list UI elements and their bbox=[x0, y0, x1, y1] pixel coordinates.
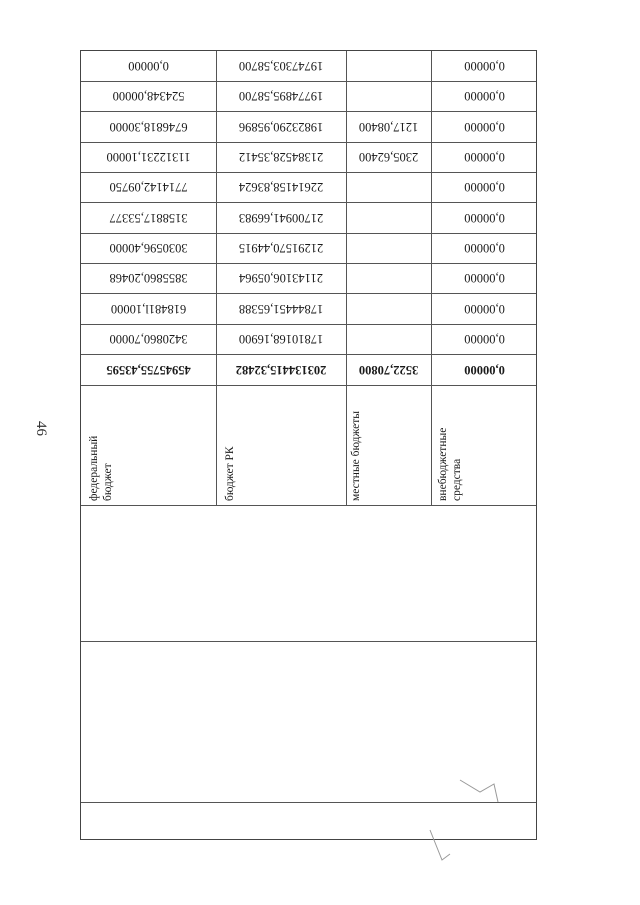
table-cell-federal: 618481l,10000 bbox=[110, 301, 187, 316]
table-cell-offbudget: 0,00000 bbox=[464, 332, 505, 346]
table-cell-offbudget: 0,00000 bbox=[464, 119, 505, 134]
table-cell-republic: 21291570,44915 bbox=[238, 241, 324, 255]
column-header-local: местные бюджеты bbox=[350, 410, 362, 501]
table-cell-federal: 3158817,53377 bbox=[109, 210, 188, 225]
table-cell-republic: 17844451,65388 bbox=[238, 301, 324, 316]
table-cell-federal: 0,00000 bbox=[128, 59, 169, 73]
table-cell-offbudget: 0,00000 bbox=[464, 241, 505, 255]
row-rule bbox=[81, 324, 536, 325]
table-cell-federal: 7714142,09750 bbox=[109, 180, 188, 194]
table-cell-republic: 21384528,35412 bbox=[238, 150, 324, 164]
table-cell-republic: 19747303,58700 bbox=[238, 59, 324, 73]
table-cell-republic: 21700941,66983 bbox=[238, 210, 324, 225]
table-cell-offbudget: 0,00000 bbox=[464, 59, 505, 73]
row-rule bbox=[81, 354, 536, 355]
table-cell-republic: 19774895,58700 bbox=[238, 89, 324, 103]
table-cell-federal: 11312231,10000 bbox=[106, 150, 191, 164]
header-rule bbox=[81, 505, 536, 506]
table-cell-republic: 21143106,05964 bbox=[239, 271, 323, 285]
table-cell-federal: 6746818,30000 bbox=[109, 119, 188, 134]
column-header-offbudget: внебюджетные средства bbox=[437, 427, 463, 501]
table-cell-offbudget: 0,00000 bbox=[464, 89, 505, 103]
row-rule bbox=[81, 142, 536, 143]
column-header-federal: федеральный бюджет bbox=[88, 435, 114, 501]
row-rule bbox=[81, 81, 536, 82]
row-rule bbox=[81, 233, 536, 234]
pen-mark bbox=[400, 760, 520, 870]
table-cell-federal: 3420860,70000 bbox=[109, 332, 188, 346]
table-cell-local: 3522,70800 bbox=[358, 362, 419, 377]
table-cell-offbudget: 0,00000 bbox=[464, 362, 505, 377]
table-cell-local: 1217,08400 bbox=[358, 119, 419, 134]
table-cell-republic: 22614158,83624 bbox=[238, 180, 324, 194]
budget-table bbox=[80, 50, 537, 840]
table-cell-federal: 524348,00000 bbox=[112, 89, 185, 103]
table-cell-republic: 17810168,16900 bbox=[238, 332, 324, 346]
table-cell-republic: 19823290,95896 bbox=[238, 119, 324, 134]
table-cell-offbudget: 0,00000 bbox=[464, 150, 505, 164]
table-cell-federal: 3855860,20468 bbox=[109, 271, 188, 285]
table-cell-offbudget: 0,00000 bbox=[464, 210, 505, 225]
row-rule bbox=[81, 111, 536, 112]
section-rule bbox=[81, 641, 536, 642]
row-rule bbox=[81, 172, 536, 173]
table-cell-offbudget: 0,00000 bbox=[464, 180, 505, 194]
table-cell-offbudget: 0,00000 bbox=[464, 271, 505, 285]
table-cell-federal: 45945755,43595 bbox=[106, 362, 191, 377]
column-header-republic: бюджет РК bbox=[224, 446, 236, 501]
row-rule bbox=[81, 293, 536, 294]
table-cell-federal: 3030596,40000 bbox=[109, 241, 188, 255]
table-cell-offbudget: 0,00000 bbox=[464, 301, 505, 316]
table-cell-republic: 203134415,32482 bbox=[235, 362, 327, 377]
row-rule bbox=[81, 263, 536, 264]
row-rule bbox=[81, 385, 536, 386]
table-cell-local: 2305,62400 bbox=[358, 150, 419, 164]
row-rule bbox=[81, 202, 536, 203]
page-number: 46 bbox=[33, 421, 49, 436]
